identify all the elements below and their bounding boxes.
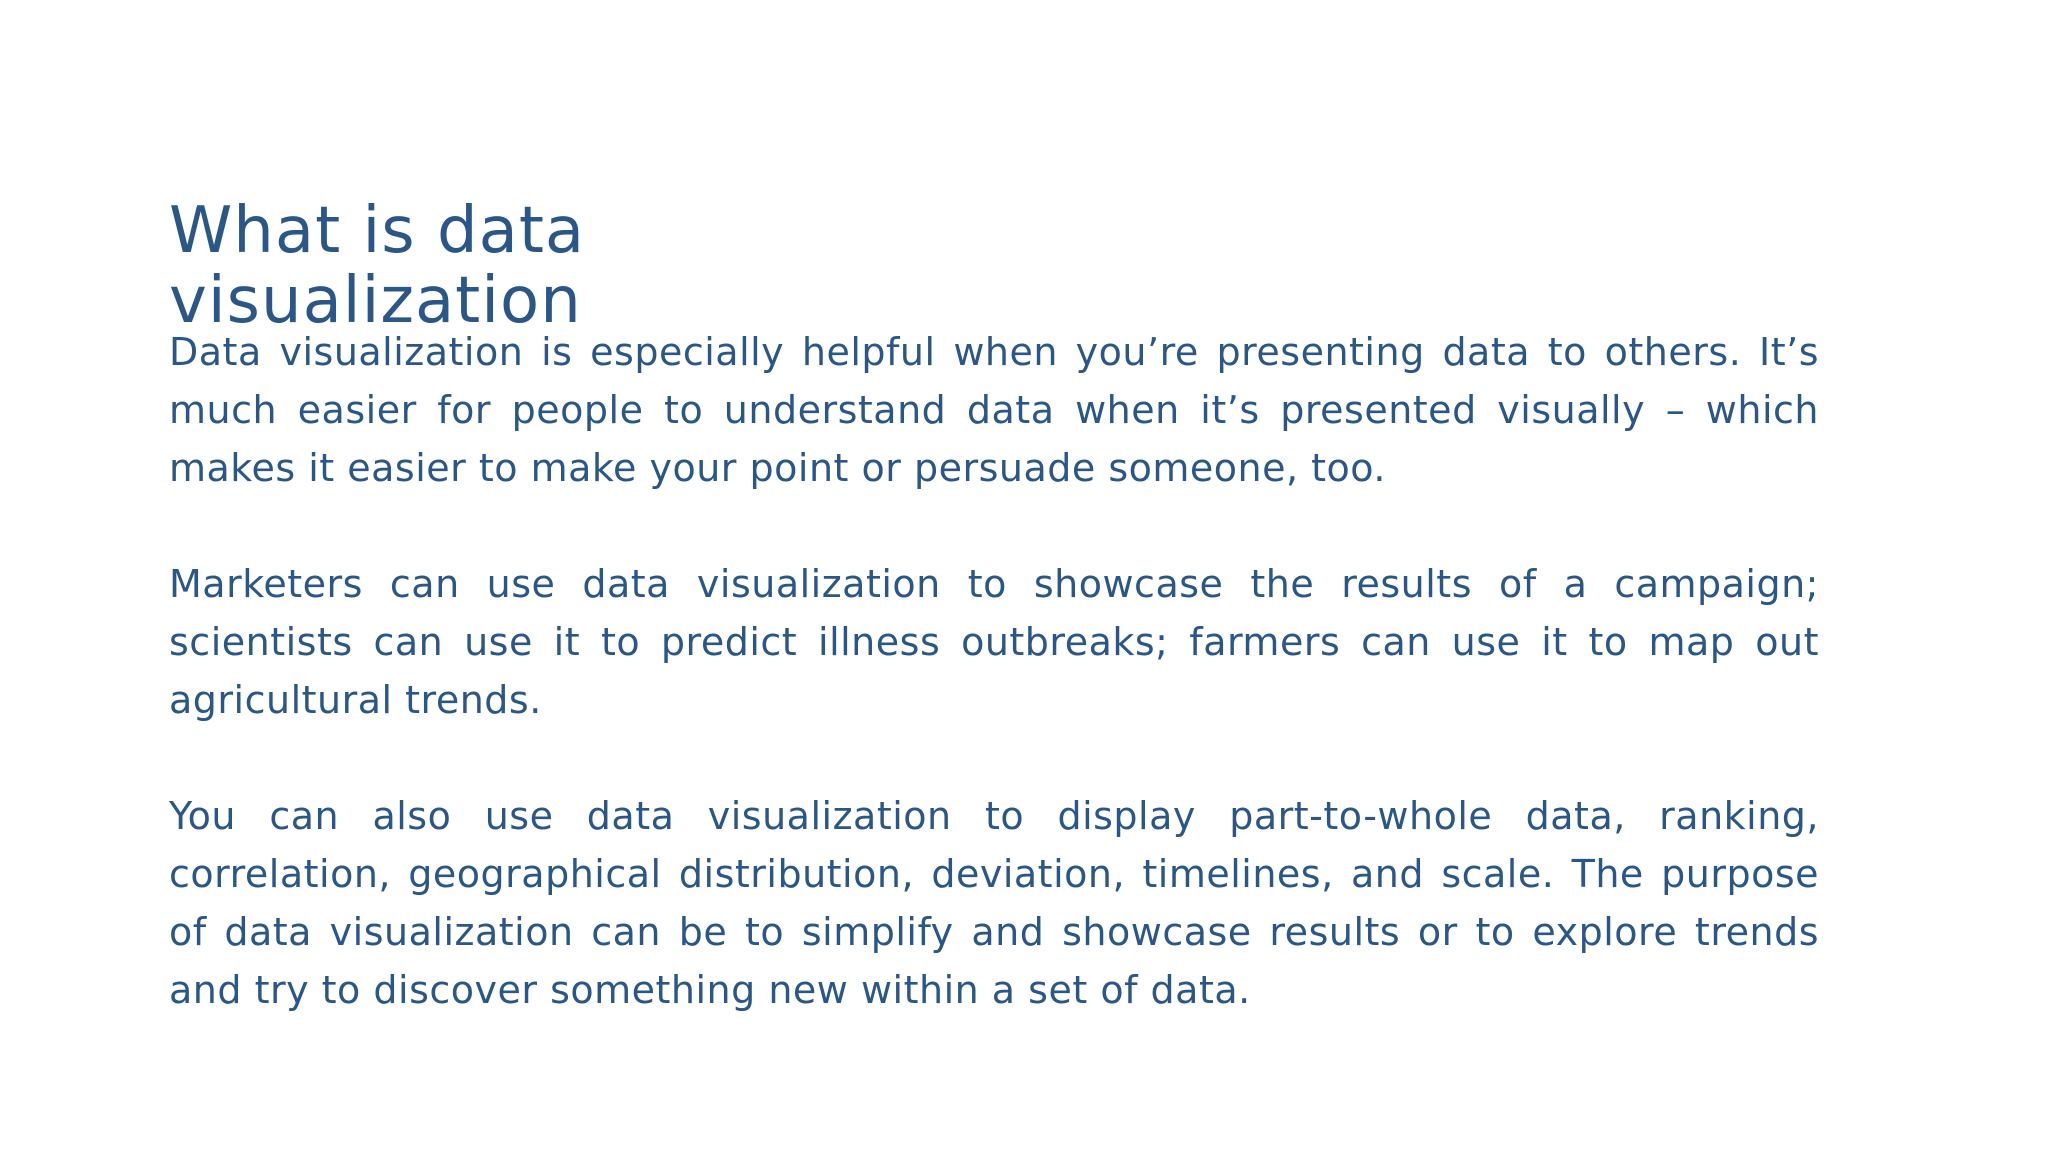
paragraph-examples: Marketers can use data visualization to showcase the results of a campaign; scientists can use it to predict illness outbreaks; farmers can use it to map out agricultural trends. <box>169 562 1819 722</box>
paragraph-intro: Data visualization is especially helpful when you’re presenting data to others. It’s much easier for people to understand data when it’s presented visually – which makes it easier to make your point or persuade someone, too. <box>169 330 1819 490</box>
slide-body <box>169 323 1819 1019</box>
paragraph-uses: You can also use data visualization to display part-to-whole data, ranking, correlation, geographical distribution, deviation, timelines, and scale. The purpose of data visualization can be to simplify and showcase results or to explore trends and try to discover something new within a set of data. <box>169 794 1819 1012</box>
slide-title: What is data visualization <box>169 194 586 338</box>
